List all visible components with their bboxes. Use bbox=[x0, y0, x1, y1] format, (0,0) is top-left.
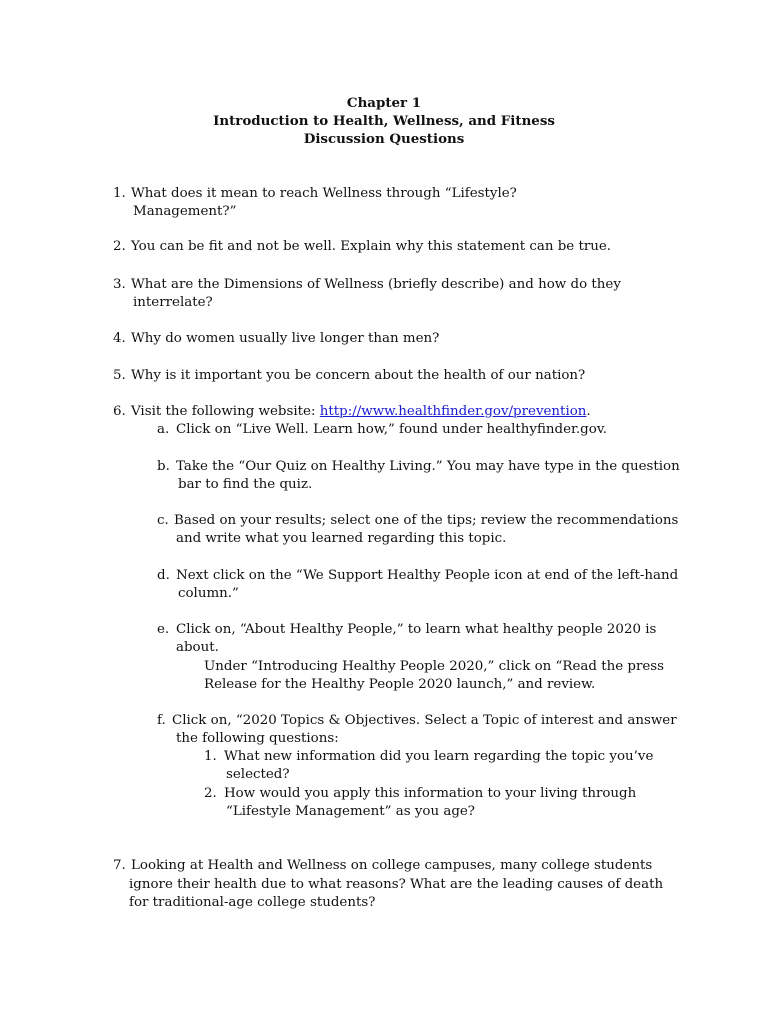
subitem-d-label: d. bbox=[157, 568, 170, 583]
subitem-c-text: Based on your results; select one of the tips; review the recommendations bbox=[174, 513, 679, 528]
question-1-text-cont: Management?” bbox=[133, 204, 237, 219]
subitem-e-instruction: Under “Introducing Healthy People 2020,” click on “Read the press bbox=[204, 659, 665, 674]
subitem-d-text: Next click on the “We Support Healthy People icon at end of the left-hand bbox=[176, 568, 679, 583]
subitem-f-text: Click on, “2020 Topics & Objectives. Select a Topic of interest and answer bbox=[172, 713, 677, 728]
subitem-f-label: f. bbox=[157, 713, 166, 728]
subitem-d-text-cont: column.” bbox=[178, 586, 239, 601]
subitem-f-text-cont: the following questions: bbox=[176, 731, 339, 746]
question-3-number: 3. bbox=[113, 277, 126, 292]
question-7-number: 7. bbox=[113, 858, 126, 873]
subquestion-1-text: What new information did you learn regarding the topic you’ve bbox=[224, 749, 654, 764]
subquestion-1-number: 1. bbox=[204, 749, 217, 764]
subquestion-2-text-cont: “Lifestyle Management” as you age? bbox=[226, 804, 475, 819]
subitem-e-text-cont: about. bbox=[176, 640, 219, 655]
page-subtitle: Discussion Questions bbox=[303, 131, 465, 147]
question-3-text-cont: interrelate? bbox=[133, 295, 213, 310]
subitem-a-text: Click on “Live Well. Learn how,” found under healthyfinder.gov. bbox=[176, 422, 608, 437]
chapter-label: Chapter 1 bbox=[346, 95, 422, 111]
question-6-text bbox=[131, 403, 591, 421]
question-2-number: 2. bbox=[113, 239, 126, 254]
question-7-text-cont: ignore their health due to what reasons? What are the leading causes of death bbox=[129, 877, 664, 892]
subitem-c-text-cont: and write what you learned regarding this topic. bbox=[176, 531, 507, 546]
question-4-text: Why do women usually live longer than men? bbox=[131, 331, 440, 346]
question-6-suffix: . bbox=[586, 404, 591, 419]
subitem-a-label: a. bbox=[157, 422, 170, 437]
subitem-b-label: b. bbox=[157, 459, 170, 474]
question-4-number: 4. bbox=[113, 331, 126, 346]
question-1-number: 1. bbox=[113, 186, 126, 201]
question-6-number: 6. bbox=[113, 404, 126, 419]
question-5-text: Why is it important you be concern about the health of our nation? bbox=[131, 368, 586, 383]
question-7-text: Looking at Health and Wellness on college campuses, many college students bbox=[131, 858, 653, 873]
question-1-text: What does it mean to reach Wellness through “Lifestyle? bbox=[131, 186, 517, 201]
subitem-c-label: c. bbox=[157, 513, 169, 528]
question-2-text: You can be fit and not be well. Explain why this statement can be true. bbox=[131, 239, 612, 254]
subitem-b-text: Take the “Our Quiz on Healthy Living.” You may have type in the question bbox=[176, 459, 680, 474]
question-3-text: What are the Dimensions of Wellness (briefly describe) and how do they bbox=[131, 277, 621, 292]
subitem-e-label: e. bbox=[157, 622, 170, 637]
subitem-e-text: Click on, “About Healthy People,” to learn what healthy people 2020 is bbox=[176, 622, 657, 637]
question-6-prefix: Visit the following website: bbox=[131, 404, 320, 419]
subquestion-2-text: How would you apply this information to your living through bbox=[224, 786, 637, 801]
subitem-e-instruction-cont: Release for the Healthy People 2020 launch,” and review. bbox=[204, 677, 596, 692]
question-5-number: 5. bbox=[113, 368, 126, 383]
page-title: Introduction to Health, Wellness, and Fitness bbox=[213, 113, 555, 129]
subquestion-2-number: 2. bbox=[204, 786, 217, 801]
subquestion-1-text-cont: selected? bbox=[226, 767, 290, 782]
healthfinder-link[interactable]: http://www.healthfinder.gov/prevention bbox=[319, 404, 587, 419]
subitem-b-text-cont: bar to find the quiz. bbox=[178, 477, 313, 492]
question-7-text-cont-2: for traditional-age college students? bbox=[129, 895, 376, 910]
